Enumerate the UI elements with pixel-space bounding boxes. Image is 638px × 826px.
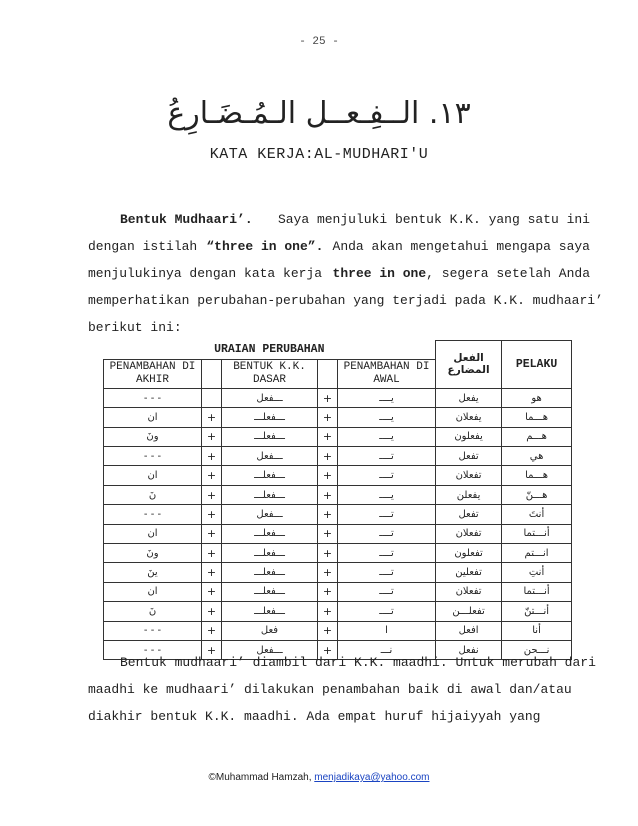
footer-author: ©Muhammad Hamzah,: [208, 772, 315, 783]
intro-text-1: Saya menjuluki bentuk K.K. yang satu ini: [277, 212, 590, 227]
chapter-subtitle: KATA KERJA:AL-MUDHARI'U: [209, 146, 429, 163]
cell-fiil-mudhari: تفعل: [436, 447, 502, 466]
closing-text-3: diakhir bentuk K.K. maadhi. Ada empat huruf hijaiyyah yang: [88, 709, 541, 724]
table-row: [104, 485, 572, 504]
intro-line-1: [88, 206, 590, 233]
cell-plus-2: +: [318, 524, 338, 543]
cell-bentuk-dasar: ـــفعلـــ: [222, 544, 318, 563]
cell-penambahan-awal: يــــ: [338, 427, 436, 446]
cell-penambahan-akhir: نَ: [104, 602, 202, 621]
cell-pelaku: أنتَ: [502, 505, 572, 524]
cell-bentuk-dasar: ـــفعل: [222, 505, 318, 524]
cell-pelaku: أنا: [502, 621, 572, 640]
cell-pelaku: أنتِ: [502, 563, 572, 582]
cell-plus-2: +: [318, 427, 338, 446]
table-row: [104, 563, 572, 582]
intro-line-2: [88, 233, 590, 260]
cell-plus-2: +: [318, 640, 338, 659]
table-row: [104, 582, 572, 601]
cell-penambahan-awal: تــــ: [338, 505, 436, 524]
cell-penambahan-awal: تــــ: [338, 524, 436, 543]
cell-pelaku: هـــما: [502, 466, 572, 485]
closing-text-1: Bentuk mudhaari’ diambil dari K.K. maadhi. Untuk merubah dari: [120, 655, 596, 670]
table-row: [104, 621, 572, 640]
cell-penambahan-awal: ا: [338, 621, 436, 640]
cell-plus-2: +: [318, 447, 338, 466]
intro-text-2c: Anda akan mengetahui mengapa saya: [332, 239, 590, 254]
intro-paragraph: [88, 206, 603, 341]
cell-bentuk-dasar: ـــفعلـــ: [222, 427, 318, 446]
cell-pelaku: هي: [502, 447, 572, 466]
cell-fiil-mudhari: تفعلان: [436, 524, 502, 543]
cell-plus-1: +: [202, 485, 222, 504]
cell-penambahan-akhir: - - -: [104, 640, 202, 659]
cell-bentuk-dasar: ـــفعلـــ: [222, 408, 318, 427]
closing-line-1: [88, 649, 596, 676]
cell-penambahan-akhir: ان: [104, 524, 202, 543]
cell-plus-2: +: [318, 544, 338, 563]
cell-plus-2: +: [318, 408, 338, 427]
table-row: [104, 602, 572, 621]
cell-pelaku: أنـــتما: [502, 582, 572, 601]
cell-penambahan-akhir: نَ: [104, 485, 202, 504]
table-row: [104, 544, 572, 563]
cell-penambahan-awal: تــــ: [338, 447, 436, 466]
header-mudhari: الفعل المضارع: [436, 341, 502, 389]
cell-plus-1: +: [202, 466, 222, 485]
intro-text-2a: dengan istilah: [88, 239, 198, 254]
cell-plus-2: +: [318, 582, 338, 601]
cell-fiil-mudhari: يفعل: [436, 388, 502, 407]
intro-text-3a: menjulukinya dengan kata kerja: [88, 266, 323, 281]
table-row: [104, 427, 572, 446]
cell-fiil-mudhari: تفعل: [436, 505, 502, 524]
cell-plus-1: +: [202, 563, 222, 582]
closing-paragraph: [88, 649, 596, 730]
cell-fiil-mudhari: تفعلان: [436, 466, 502, 485]
cell-fiil-mudhari: تفعلين: [436, 563, 502, 582]
table-row: [104, 524, 572, 543]
cell-bentuk-dasar: ـــفعل: [222, 640, 318, 659]
intro-text-4: memperhatikan perubahan-perubahan yang terjadi pada K.K. mudhaari’: [88, 293, 603, 308]
cell-pelaku: انـــتم: [502, 544, 572, 563]
cell-bentuk-dasar: ـــفعل: [222, 447, 318, 466]
intro-text-3c: , segera setelah Anda: [426, 266, 590, 281]
table-row: [104, 408, 572, 427]
header-plus-spacer-2: [318, 359, 338, 388]
cell-penambahan-akhir: - - -: [104, 505, 202, 524]
page-number: - 25 -: [299, 36, 339, 48]
intro-quote: “three in one”.: [206, 239, 324, 254]
cell-penambahan-akhir: ونَ: [104, 544, 202, 563]
header-plus-spacer-1: [202, 359, 222, 388]
cell-pelaku: نـــحن: [502, 640, 572, 659]
cell-plus-1: +: [202, 447, 222, 466]
cell-penambahan-awal: تــــ: [338, 544, 436, 563]
cell-penambahan-akhir: - - -: [104, 388, 202, 407]
cell-bentuk-dasar: ـــفعل: [222, 388, 318, 407]
intro-text-5: berikut ini:: [88, 320, 182, 335]
intro-line-4: [88, 287, 603, 314]
cell-plus-1: +: [202, 505, 222, 524]
cell-penambahan-awal: تــــ: [338, 582, 436, 601]
cell-plus-1: +: [202, 544, 222, 563]
cell-penambahan-awal: يــــ: [338, 485, 436, 504]
cell-fiil-mudhari: تفعلان: [436, 582, 502, 601]
header-bentuk-dasar: BENTUK K.K. DASAR: [222, 359, 318, 388]
cell-plus-1: +: [202, 524, 222, 543]
closing-text-2: maadhi ke mudhaari’ dilakukan penambahan baik di awal dan/atau: [88, 682, 572, 697]
header-penambahan-awal: PENAMBAHAN DI AWAL: [338, 359, 436, 388]
intro-line-5: [88, 314, 590, 341]
table-row: [104, 505, 572, 524]
cell-penambahan-akhir: - - -: [104, 621, 202, 640]
cell-pelaku: أنـــتنّ: [502, 602, 572, 621]
cell-plus-2: +: [318, 563, 338, 582]
cell-pelaku: هـــنّ: [502, 485, 572, 504]
cell-plus-2: +: [318, 505, 338, 524]
cell-penambahan-akhir: ان: [104, 408, 202, 427]
table-row: [104, 388, 572, 407]
cell-penambahan-awal: يــــ: [338, 408, 436, 427]
cell-penambahan-awal: يــــ: [338, 388, 436, 407]
cell-penambahan-akhir: ينَ: [104, 563, 202, 582]
cell-bentuk-dasar: ـــفعلـــ: [222, 602, 318, 621]
cell-fiil-mudhari: نفعل: [436, 640, 502, 659]
cell-plus-2: +: [318, 466, 338, 485]
cell-plus-1: [202, 388, 222, 407]
intro-text-3-group: [333, 260, 590, 287]
cell-plus-1: +: [202, 582, 222, 601]
cell-bentuk-dasar: فعل: [222, 621, 318, 640]
cell-pelaku: هو: [502, 388, 572, 407]
cell-plus-2: +: [318, 485, 338, 504]
cell-fiil-mudhari: يفعلون: [436, 427, 502, 446]
cell-plus-2: +: [318, 388, 338, 407]
cell-penambahan-akhir: ان: [104, 582, 202, 601]
cell-bentuk-dasar: ـــفعلـــ: [222, 582, 318, 601]
cell-plus-1: +: [202, 408, 222, 427]
cell-penambahan-awal: نـــ: [338, 640, 436, 659]
cell-fiil-mudhari: يفعلان: [436, 408, 502, 427]
cell-penambahan-akhir: ان: [104, 466, 202, 485]
cell-plus-1: +: [202, 640, 222, 659]
table-row: [104, 466, 572, 485]
cell-plus-1: +: [202, 602, 222, 621]
table-caption: URAIAN PERUBAHAN: [214, 343, 325, 357]
footer-email-link[interactable]: menjadikaya@yahoo.com: [314, 772, 430, 783]
table-body: [104, 388, 572, 659]
closing-line-2: [88, 676, 590, 703]
cell-plus-1: +: [202, 621, 222, 640]
cell-fiil-mudhari: افعل: [436, 621, 502, 640]
cell-penambahan-awal: تــــ: [338, 466, 436, 485]
cell-penambahan-akhir: ونَ: [104, 427, 202, 446]
cell-bentuk-dasar: ـــفعلـــ: [222, 485, 318, 504]
conjugation-table: [103, 340, 572, 660]
cell-fiil-mudhari: تفعلون: [436, 544, 502, 563]
cell-bentuk-dasar: ـــفعلـــ: [222, 563, 318, 582]
cell-pelaku: هـــم: [502, 427, 572, 446]
cell-plus-2: +: [318, 621, 338, 640]
closing-line-3: [88, 703, 590, 730]
cell-penambahan-awal: تــــ: [338, 602, 436, 621]
cell-penambahan-akhir: - - -: [104, 447, 202, 466]
cell-fiil-mudhari: يفعلن: [436, 485, 502, 504]
cell-fiil-mudhari: تفعلـــن: [436, 602, 502, 621]
intro-term: Bentuk Mudhaari’.: [120, 212, 253, 227]
cell-pelaku: أنـــتما: [502, 524, 572, 543]
cell-plus-1: +: [202, 427, 222, 446]
footer: [0, 772, 638, 783]
header-pelaku: PELAKU: [502, 341, 572, 389]
cell-bentuk-dasar: ـــفعلـــ: [222, 524, 318, 543]
cell-pelaku: هـــما: [502, 408, 572, 427]
table-row: [104, 447, 572, 466]
intro-bold-term: three in one: [332, 266, 427, 281]
header-penambahan-akhir: PENAMBAHAN DI AKHIR: [104, 359, 202, 388]
cell-penambahan-awal: تــــ: [338, 563, 436, 582]
intro-line-3: [88, 260, 590, 287]
cell-plus-2: +: [318, 602, 338, 621]
arabic-chapter-title: ١٣. الــفِـعــل الـمُـضَـارِعُ: [167, 96, 471, 131]
cell-bentuk-dasar: ـــفعلـــ: [222, 466, 318, 485]
